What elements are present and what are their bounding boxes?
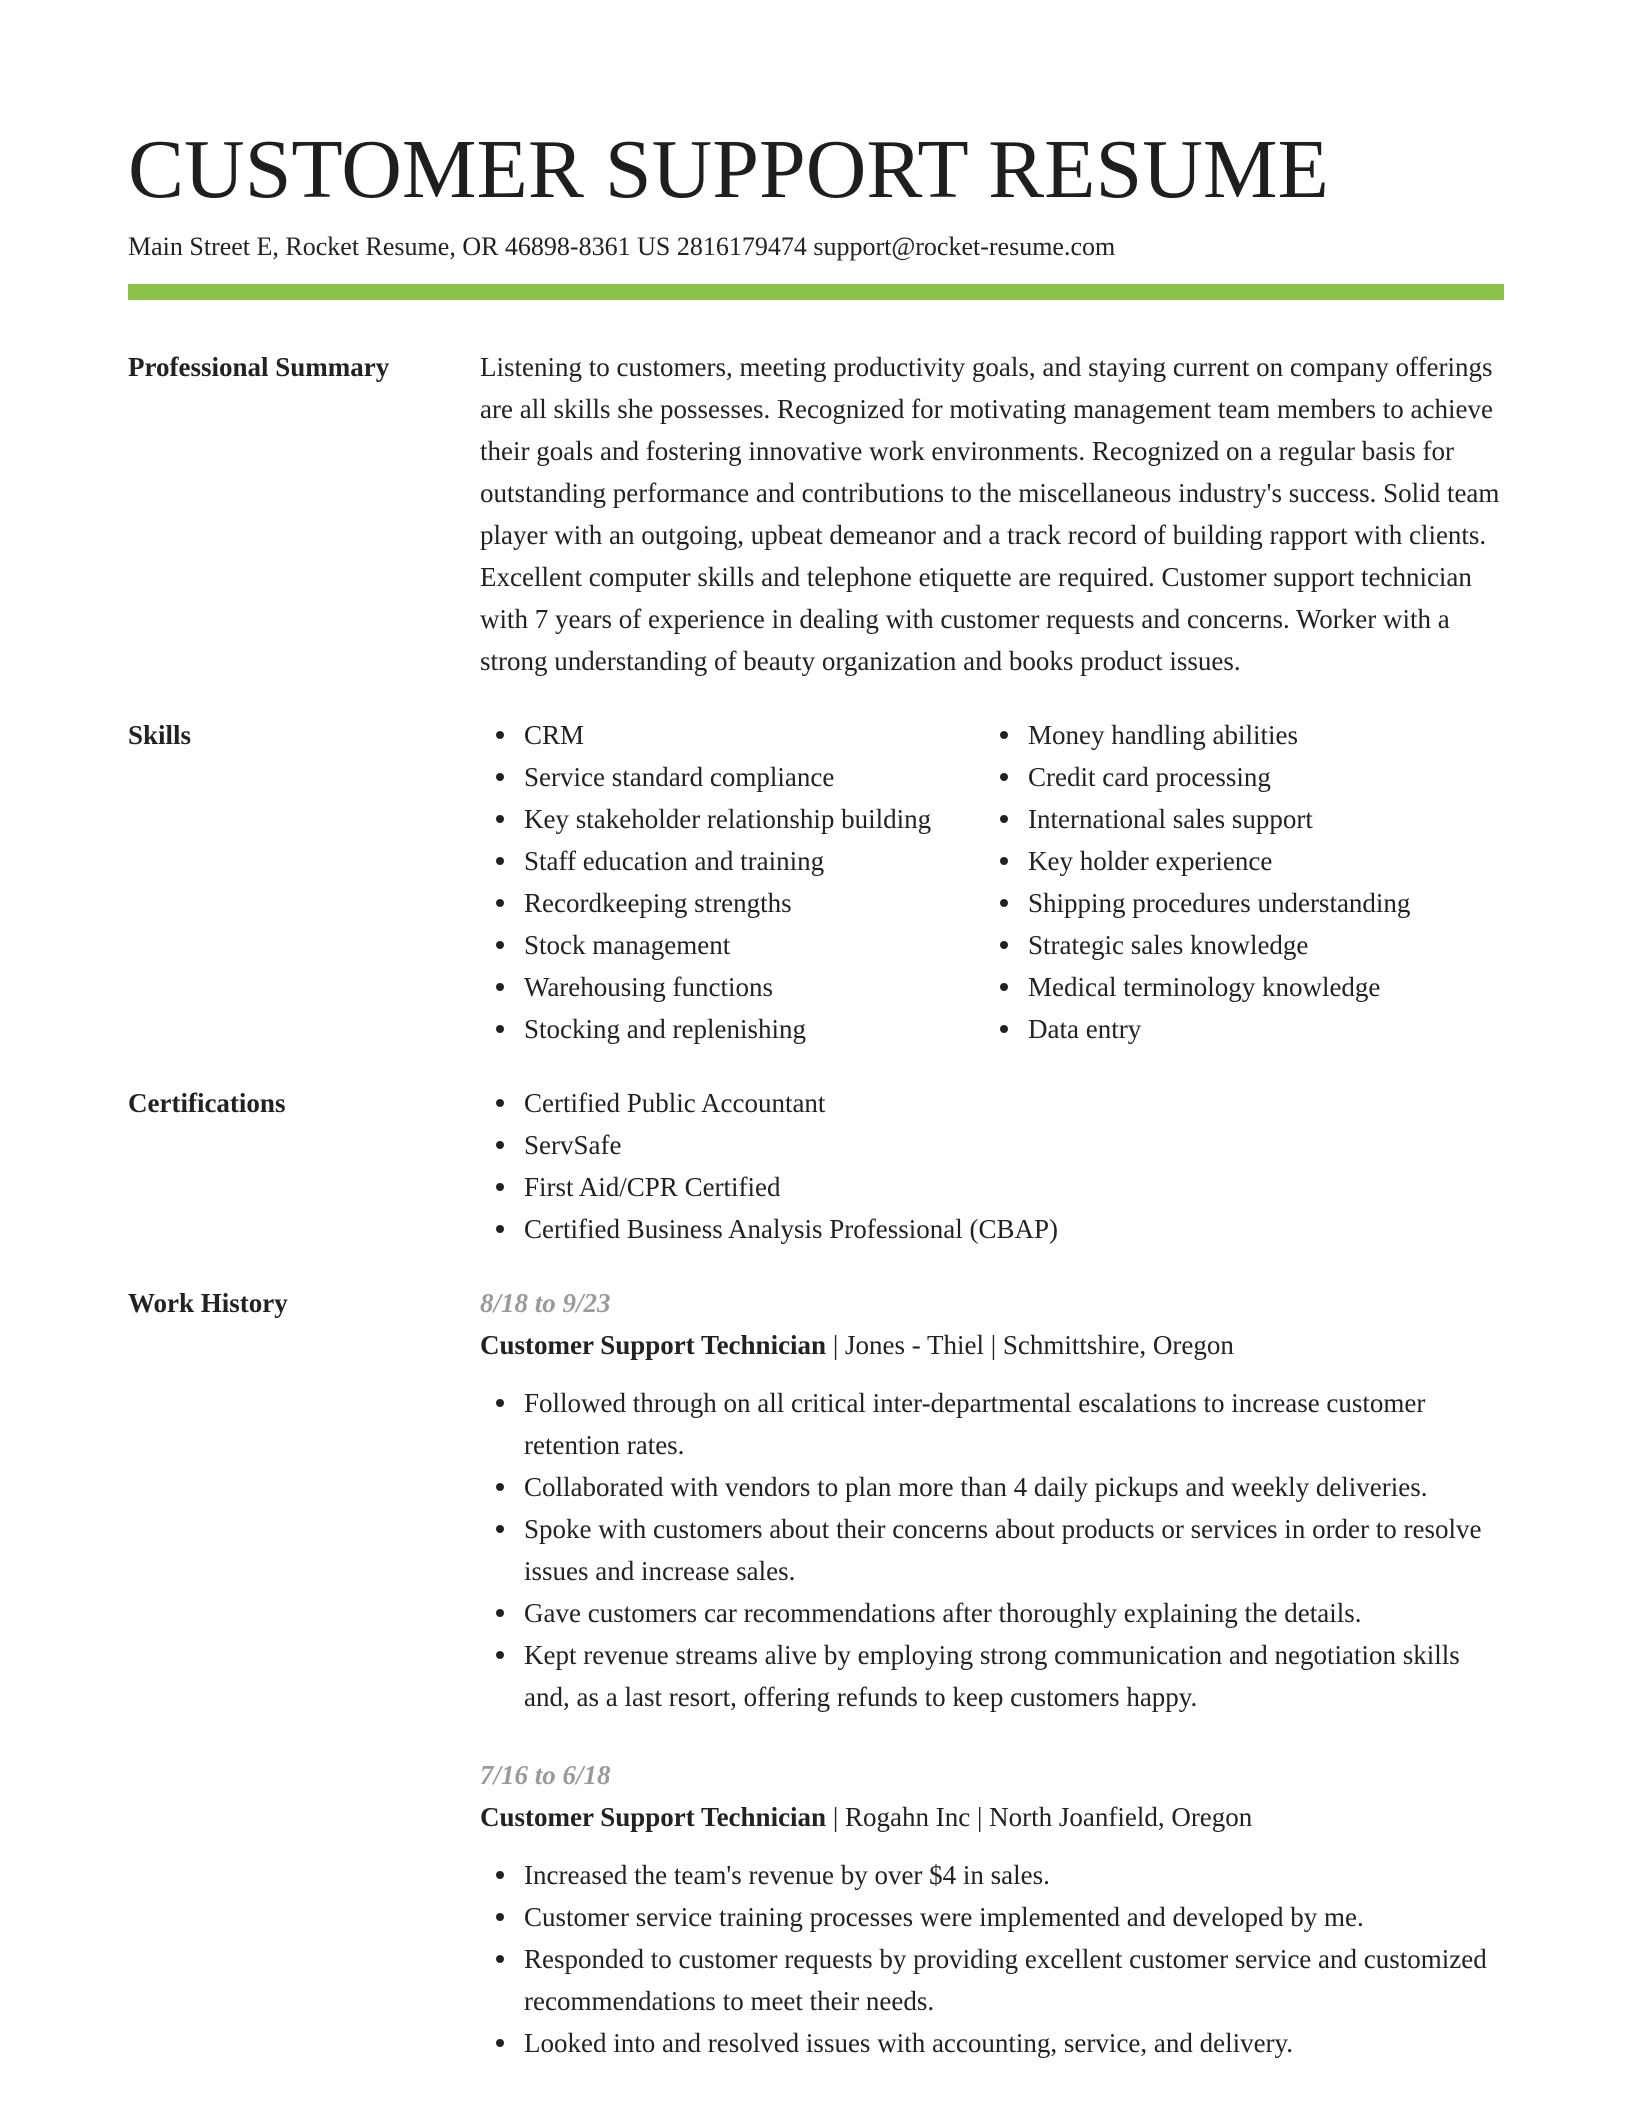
section-label-summary: Professional Summary <box>128 352 390 382</box>
skills-list-right <box>984 714 1528 1050</box>
contact-line: Main Street E, Rocket Resume, OR 46898-8361 US 2816179474 support@rocket-resume.com <box>128 232 1116 261</box>
job-company-location: | Rogahn Inc | North Joanfield, Oregon <box>826 1802 1253 1832</box>
skill-item: CRM <box>524 714 984 756</box>
certification-item: Certified Public Accountant <box>524 1082 1504 1124</box>
job-bullet: Increased the team's revenue by over $4 in sales. <box>524 1854 1504 1896</box>
job-bullet: Looked into and resolved issues with accounting, service, and delivery. <box>524 2022 1504 2064</box>
skills-columns <box>480 714 1528 1050</box>
skill-item: Strategic sales knowledge <box>1028 924 1528 966</box>
job-dates: 8/18 to 9/23 <box>480 1288 611 1318</box>
certification-item: Certified Business Analysis Professional (CBAP) <box>524 1208 1504 1250</box>
job-bullet: Customer service training processes were implemented and developed by me. <box>524 1896 1504 1938</box>
job-dates: 7/16 to 6/18 <box>480 1760 611 1790</box>
job-title-line <box>480 1324 1504 1366</box>
job-bullet: Collaborated with vendors to plan more than 4 daily pickups and weekly deliveries. <box>524 1466 1504 1508</box>
job-entry <box>480 1754 1504 2064</box>
certifications-list <box>480 1082 1504 1250</box>
job-title-line <box>480 1796 1504 1838</box>
section-label-skills: Skills <box>128 720 192 750</box>
certifications-section <box>128 1082 1504 1250</box>
job-company-location: | Jones - Thiel | Schmittshire, Oregon <box>826 1330 1234 1360</box>
skill-item: Key stakeholder relationship building <box>524 798 984 840</box>
skill-item: Stocking and replenishing <box>524 1008 984 1050</box>
skill-item: Shipping procedures understanding <box>1028 882 1528 924</box>
skill-item: Stock management <box>524 924 984 966</box>
resume-page <box>128 0 1504 2100</box>
skill-item: Service standard compliance <box>524 756 984 798</box>
job-bullet: Gave customers car recommendations after thoroughly explaining the details. <box>524 1592 1504 1634</box>
job-bullet: Spoke with customers about their concerns about products or services in order to resolve issues and increase sales. <box>524 1508 1504 1592</box>
skill-item: International sales support <box>1028 798 1528 840</box>
job-bullets <box>480 1854 1504 2064</box>
resume-title: CUSTOMER SUPPORT RESUME <box>128 123 1329 216</box>
job-bullet: Responded to customer requests by providing excellent customer service and customized recommendations to meet their needs. <box>524 1938 1504 2022</box>
skill-item: Credit card processing <box>1028 756 1528 798</box>
job-title: Customer Support Technician <box>480 1330 827 1360</box>
certifications-body <box>480 1082 1504 1250</box>
section-label-certifications: Certifications <box>128 1088 286 1118</box>
skill-item: Medical terminology knowledge <box>1028 966 1528 1008</box>
header-divider <box>128 284 1504 300</box>
skill-item: Warehousing functions <box>524 966 984 1008</box>
summary-section <box>128 346 1504 682</box>
skill-item: Key holder experience <box>1028 840 1528 882</box>
work-history-section <box>128 1282 1504 2100</box>
job-bullet: Followed through on all critical inter-departmental escalations to increase customer retention rates. <box>524 1382 1504 1466</box>
skill-item: Staff education and training <box>524 840 984 882</box>
skill-item: Money handling abilities <box>1028 714 1528 756</box>
skills-list-left <box>480 714 984 1050</box>
job-title: Customer Support Technician <box>480 1802 827 1832</box>
job-bullets <box>480 1382 1504 1718</box>
certification-item: ServSafe <box>524 1124 1504 1166</box>
certification-item: First Aid/CPR Certified <box>524 1166 1504 1208</box>
skill-item: Data entry <box>1028 1008 1528 1050</box>
job-entry <box>480 1282 1504 1718</box>
summary-text: Listening to customers, meeting productivity goals, and staying current on company offerings are all skills she possesses. Recognized for motivating management team members to achieve their goals and fostering innovative work environments. Recognized on a regular basis for outstanding performance and contributions to the miscellaneous industry's success. Solid team player with an outgoing, upbeat demeanor and a track record of building rapport with clients. Excellent computer skills and telephone etiquette are required. Customer support technician with 7 years of experience in dealing with customer requests and concerns. Worker with a strong understanding of beauty organization and books product issues. <box>480 352 1500 676</box>
skill-item: Recordkeeping strengths <box>524 882 984 924</box>
section-label-work: Work History <box>128 1288 288 1318</box>
job-bullet: Kept revenue streams alive by employing strong communication and negotiation skills and, as a last resort, offering refunds to keep customers happy. <box>524 1634 1504 1718</box>
work-history-body <box>480 1282 1504 2100</box>
skills-section <box>128 714 1504 1050</box>
